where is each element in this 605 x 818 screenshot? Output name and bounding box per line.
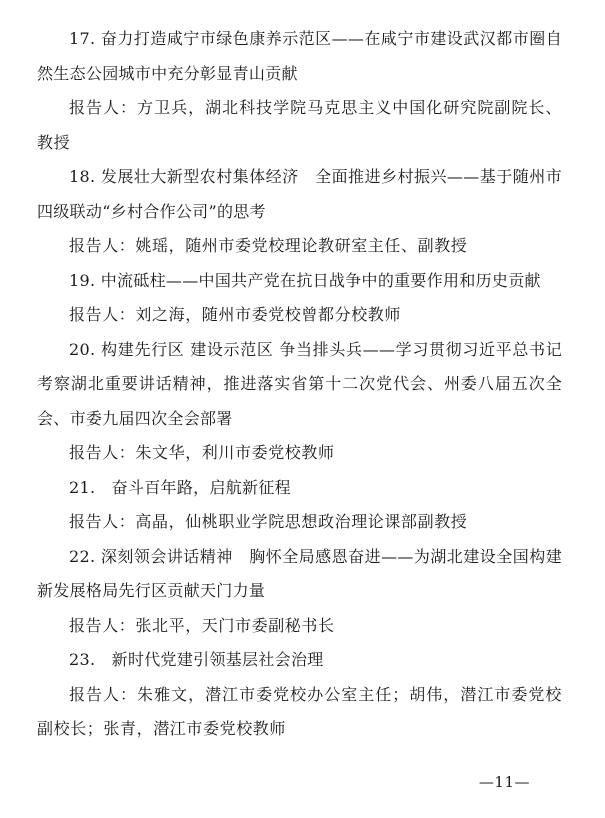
- page-number: —11—: [478, 773, 530, 791]
- entry-title-22: 22. 深刻领会讲话精神 胸怀全局感恩奋进——为湖北建设全国构建新发展格局先行区贡献天门力量: [37, 546, 562, 600]
- entry-title-21: 21. 奋斗百年路，启航新征程: [69, 477, 291, 497]
- entry-reporter-22: 报告人：张北平，天门市委副秘书长: [69, 615, 335, 635]
- entry-title-20: 20. 构建先行区 建设示范区 争当排头兵——学习贯彻习近平总书记考察湖北重要讲话精神，推进落实省第十二次党代会、州委八届五次全会、市委九届四次全会部署: [37, 339, 562, 428]
- entry-reporter-20: 报告人：朱文华，利川市委党校教师: [69, 443, 335, 462]
- entry-reporter-19: 报告人：刘之海，随州市委党校曾都分校教师: [69, 305, 402, 324]
- entry-title-18: 18. 发展壮大新型农村集体经济 全面推进乡村振兴——基于随州市四级联动“乡村合作公司”的思考: [37, 167, 562, 221]
- entry-reporter-17: 报告人：方卫兵，湖北科技学院马克思主义中国化研究院副院长、教授: [37, 98, 562, 152]
- entry-reporter-23: 报告人：朱雅文，潜江市委党校办公室主任；胡伟，潜江市委党校副校长；张青，潜江市委党校教师: [37, 684, 562, 738]
- entry-title-17: 17. 奋力打造咸宁市绿色康养示范区——在咸宁市建设武汉都市圈自然生态公园城市中充分彰显青山贡献: [37, 29, 562, 83]
- entry-title-23: 23. 新时代党建引领基层社会治理: [69, 650, 324, 669]
- entry-title-19: 19. 中流砥柱——中国共产党在抗日战争中的重要作用和历史贡献: [69, 270, 541, 290]
- entry-reporter-21: 报告人：高晶，仙桃职业学院思想政治理论课部副教授: [69, 512, 468, 531]
- entry-reporter-18: 报告人：姚瑶，随州市委党校理论教研室主任、副教授: [69, 236, 468, 255]
- document-body: [37, 22, 562, 747]
